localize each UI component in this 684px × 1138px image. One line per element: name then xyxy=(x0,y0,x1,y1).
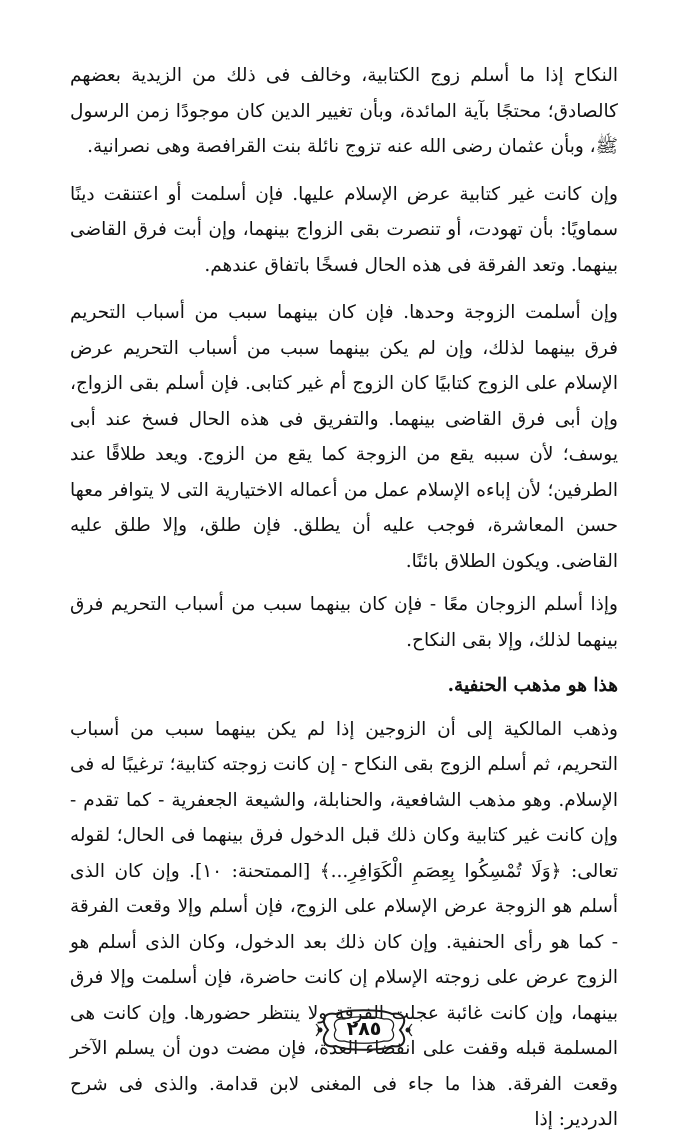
page-number-ornament xyxy=(314,1008,414,1052)
paragraph-6: وذهب المالكية إلى أن الزوجين إذا لم يكن بينهما سبب من أسباب التحريم، ثم أسلم الزوج بقى النكاح - إن كانت زوجته كتابية؛ ترغيبًا له فى الإسلام. وهو مذهب الشافعية، والحنابلة، والشيعة الجعفرية - كما تقدم - وإن كانت غير كتابية وكان ذلك قبل الدخول فرق بينهما فى الحال؛ لقوله تعالى: ﴿وَلَا تُمْسِكُوا بِعِصَمِ الْكَوَافِرِ...﴾ [الممتحنة: ١٠]. وإن كان الذى أسلم هو الزوجة عرض الإسلام على الزوج، فإن أسلم وإلا وقعت الفرقة - كما هو رأى الحنفية. وإن كان ذلك بعد الدخول، وكان الذى أسلم هو الزوج عرض على زوجته الإسلام إن كانت حاضرة، فإن أسلمت وإلا فرق بينهما، وإن كانت غائبة عجلت الفرقة ولا ينتظر حضورها. وإن كانت هى المسلمة قبله وقفت على انقضاء العدة، فإن مضت دون أن يسلم الآخر وقعت الفرقة. هذا ما جاء فى المغنى لابن قدامة. والذى فى شرح الدردير: إذا xyxy=(70,718,618,1130)
page-body xyxy=(70,58,618,1138)
section-heading: هذا هو مذهب الحنفية. xyxy=(447,675,618,696)
page-number: ٢٨٥ xyxy=(346,1018,382,1040)
paragraph-2: وإن كانت غير كتابية عرض الإسلام عليها. فإن أسلمت أو اعتنقت دينًا سماويًا: بأن تهودت، أو تنصرت بقى الزواج بينهما، وإن أبت فرق القاضى بينهما. وتعد الفرقة فى هذه الحال فسخًا باتفاق عندهم. xyxy=(70,183,618,276)
paragraph-1: النكاح إذا ما أسلم زوج الكتابية، وخالف فى ذلك من الزيدية بعضهم كالصادق؛ محتجًا بآية المائدة، وبأن تغيير الدين كان موجودًا زمن الرسول ﷺ، وبأن عثمان رضى الله عنه تزوج نائلة بنت القرافصة وهى نصرانية. xyxy=(70,65,618,157)
paragraph-4: وإذا أسلم الزوجان معًا - فإن كان بينهما سبب من أسباب التحريم فرق بينهما لذلك، وإلا بقى النكاح. xyxy=(70,594,618,651)
paragraph-3: وإن أسلمت الزوجة وحدها. فإن كان بينهما سبب من أسباب التحريم فرق بينهما لذلك، وإن لم يكن بينهما سبب من أسباب التحريم عرض الإسلام على الزوج كتابيًا كان الزوج أم غير كتابى. فإن أسلم بقى الزواج، وإن أبى فرق القاضى بينهما. والتفريق فى هذه الحال فسخ عند أبى يوسف؛ لأن سببه يقع من الزوجة كما يقع من الزوج. ويعد طلاقًا عند الطرفين؛ لأن إباءه الإسلام عمل من أعماله الاختيارية التى لا يتوافر معها حسن المعاشرة، فوجب عليه أن يطلق. فإن طلق، وإلا طلق عليه القاضى. ويكون الطلاق بائنًا. xyxy=(70,302,618,572)
